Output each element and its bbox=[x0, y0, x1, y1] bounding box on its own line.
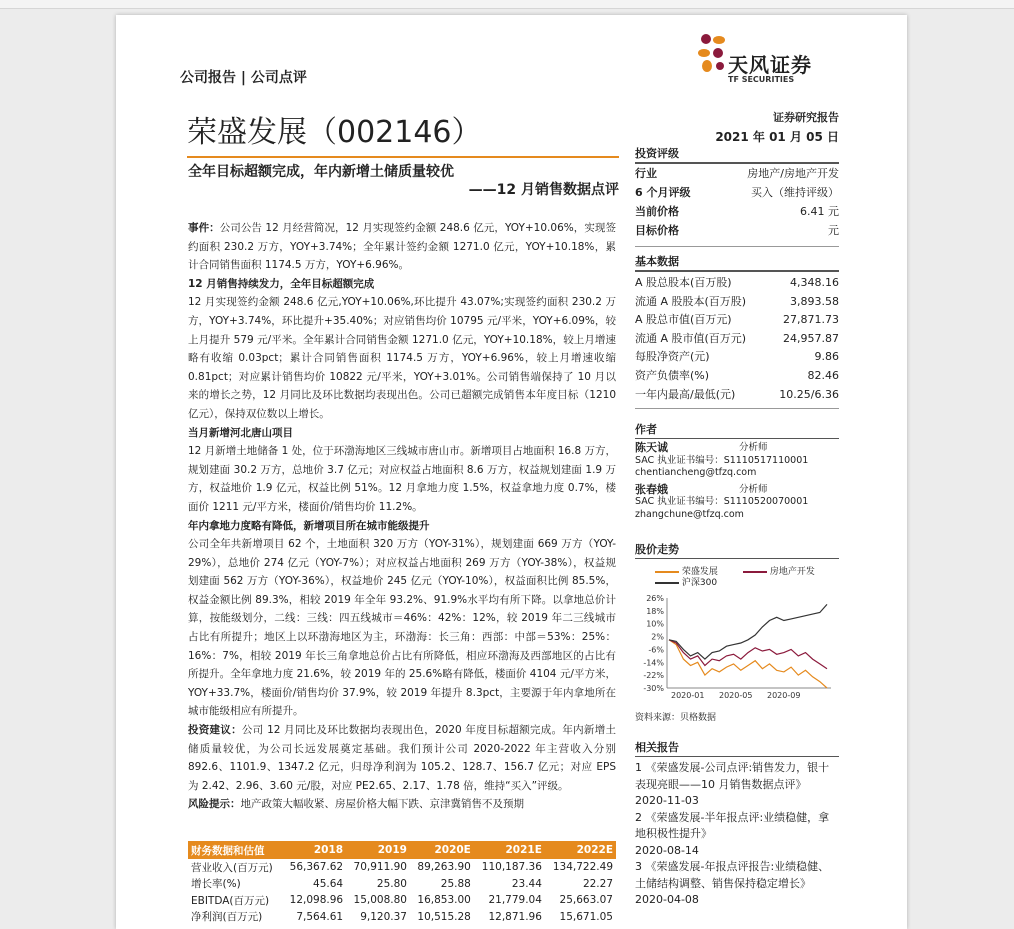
event-paragraph: 事件：公司公告 12 月经营简况，12 月实现签约金额 248.6 亿元，YOY+10.06%，实现签约面积 230.2 万方，YOY+3.74%；全年累计签约金额 1271.0 亿元，YOY+10.18%，累计合同销售面积 1174.5 万方，YOY+6.96%。 bbox=[188, 222, 617, 272]
research-label: 证券研究报告 bbox=[773, 111, 839, 124]
basic-key: A 股总股本(百万股) bbox=[635, 276, 732, 289]
basic-value: 27,871.73 bbox=[783, 313, 839, 327]
table-cell: 15,008.80 bbox=[353, 894, 407, 907]
y-tick-label: -30% bbox=[643, 684, 664, 694]
basic-title: 基本数据 bbox=[635, 253, 839, 272]
table-header-cell: 2021E bbox=[474, 841, 545, 859]
table-header-cell: 2020E bbox=[410, 841, 474, 859]
table-cell: 净利润(百万元) bbox=[191, 911, 263, 924]
series-line-2 bbox=[669, 605, 827, 660]
analyst-block bbox=[635, 442, 839, 480]
analyst-block bbox=[635, 484, 839, 522]
table-cell: 9,120.37 bbox=[360, 910, 407, 923]
table-cell: 25,663.07 bbox=[559, 894, 613, 907]
y-tick-label: 2% bbox=[651, 632, 664, 642]
paragraph-2: 12 月新增土地储备 1 处，位于环渤海地区三线城市唐山市。新增项目占地面积 16.8 万方，规划建面 30.2 万方，总地价 3.7 亿元；对应权益占地面积 8.6 万方，权益规划建面 1.9 万方，权益地价 1.9 亿元，权益比例 51%。12 月拿地力度 1.5%，权益拿地力度 0.7%，楼面价 1211 元/平方米，楼面价/销售均价 11.2%。 bbox=[188, 445, 616, 513]
basic-key: A 股总市值(百万元) bbox=[635, 313, 732, 327]
table-cell: EBITDA(百万元) bbox=[191, 894, 270, 907]
analyst-header bbox=[635, 442, 839, 455]
rating-key: 行业 bbox=[635, 167, 657, 180]
related-report-date: 2020-04-08 bbox=[635, 893, 699, 907]
basic-value: 4,348.16 bbox=[790, 276, 839, 289]
related-report-date: 2020-11-03 bbox=[635, 794, 699, 808]
basic-value: 24,957.87 bbox=[783, 331, 839, 345]
finance-table bbox=[188, 841, 616, 925]
table-row bbox=[188, 876, 616, 893]
table-cell: 23.44 bbox=[511, 877, 542, 890]
table-cell: 12,871.96 bbox=[488, 910, 542, 923]
author-title: 作者 bbox=[635, 421, 839, 439]
table-row bbox=[188, 909, 616, 926]
rating-row bbox=[635, 183, 839, 202]
analyst-email: chentiancheng@tfzq.com bbox=[635, 467, 757, 479]
rating-value: 买入（维持评级） bbox=[751, 186, 839, 199]
y-tick-label: 26% bbox=[646, 594, 664, 604]
table-row bbox=[188, 892, 616, 909]
basic-key: 流通 A 股市值(百万元) bbox=[635, 331, 747, 345]
rating-title: 投资评级 bbox=[635, 145, 839, 164]
table-header-cell: 财务数据和估值 bbox=[188, 841, 282, 859]
basic-key: 流通 A 股股本(百万股) bbox=[635, 294, 747, 308]
table-cell: 15,671.05 bbox=[559, 910, 613, 923]
related-report-title: 3 《荣盛发展-年报点评报告:业绩稳健、土储结构调整、销售保持稳定增长》 bbox=[635, 860, 830, 890]
table-cell: 增长率(%) bbox=[191, 878, 241, 891]
rating-row bbox=[635, 221, 839, 240]
table-cell: 22.27 bbox=[582, 877, 613, 890]
rating-key: 当前价格 bbox=[635, 205, 679, 218]
analyst-email: zhangchune@tfzq.com bbox=[635, 508, 744, 520]
section-heading-2: 当月新增河北唐山项目 bbox=[188, 426, 293, 439]
basic-key: 一年内最高/最低(元) bbox=[635, 387, 736, 401]
related-title: 相关报告 bbox=[635, 739, 839, 757]
rating-key: 6 个月评级 bbox=[635, 186, 691, 199]
author-list bbox=[635, 439, 839, 521]
rating-value: 6.41 元 bbox=[800, 205, 839, 218]
analyst-role: 分析师 bbox=[739, 442, 768, 454]
section-heading-3: 年内拿地力度略有降低，新增项目所在城市能级提升 bbox=[188, 519, 430, 532]
table-cell: 134,722.49 bbox=[552, 861, 613, 874]
paragraph-1: 12 月实现签约金额 248.6 亿元,YOY+10.06%,环比提升 43.07%;实现签约面积 230.2 万方，YOY+3.74%，环比提升+35.40%；对应销售均价 10795 元/平米，YOY+6.09%，较上月提升 579 元/平米。全年累计合同销售金额 1271.0 亿元，YOY+10.18%，较上月增速略有收缩 0.03pct；累计合同销售面积 1174.5 万方，YOY+6.96%，较上月增速收缩 0.81pct；对应累计销售均价 10822 元/平米，YOY+3.01%。公司销售端保持了 10 月以来的增长之势，12 月同比及环比数据均表现出色。公司已超额完成销售本年度目标（1210 亿元），保持双位数以上增长。 bbox=[188, 296, 616, 420]
basic-value: 10.25/6.36 bbox=[779, 387, 839, 401]
legend-item: 沪深300 bbox=[655, 575, 717, 588]
table-cell: 10,515.28 bbox=[417, 910, 471, 923]
x-tick-label: 2020-05 bbox=[719, 691, 753, 701]
analyst-role: 分析师 bbox=[739, 483, 768, 495]
legend-item: 房地产开发 bbox=[743, 564, 815, 577]
analyst-header bbox=[635, 484, 839, 497]
series-line-0 bbox=[669, 640, 827, 688]
table-cell: 110,187.36 bbox=[481, 861, 542, 874]
subtitle-2: ——12 月销售数据点评 bbox=[468, 182, 619, 198]
basic-row bbox=[635, 274, 839, 293]
related-report-title: 1 《荣盛发展-公司点评:销售发力，银十表现亮眼——10 月销售数据点评》 bbox=[635, 761, 830, 791]
table-cell: 45.64 bbox=[313, 877, 344, 890]
analyst-name: 陈天诚 bbox=[635, 441, 668, 455]
rating-list bbox=[635, 164, 839, 247]
chart-title: 股价走势 bbox=[635, 541, 839, 559]
y-tick-label: -22% bbox=[643, 671, 664, 681]
page-title: 荣盛发展（002146） bbox=[187, 115, 482, 150]
table-cell: 25.88 bbox=[440, 877, 471, 890]
y-tick-label: 10% bbox=[646, 619, 664, 629]
table-cell: 21,779.04 bbox=[488, 894, 542, 907]
tf-securities-logo-icon bbox=[696, 33, 728, 81]
subtitle: 全年目标超额完成，年内新增土储质量较优 bbox=[188, 164, 454, 180]
table-cell: 25.80 bbox=[376, 877, 407, 890]
table-cell: 12,098.96 bbox=[289, 894, 344, 907]
related-report-title: 2 《荣盛发展-半年报点评:业绩稳健，拿地积极性提升》 bbox=[635, 810, 830, 841]
logo-cn: 天风证券 bbox=[728, 53, 812, 77]
basic-value: 3,893.58 bbox=[790, 294, 839, 308]
basic-row bbox=[635, 293, 839, 312]
chart-source: 资料来源：贝格数据 bbox=[635, 713, 717, 724]
legend-item: 荣盛发展 bbox=[655, 564, 718, 577]
report-date: 2021 年 01 月 05 日 bbox=[715, 130, 839, 144]
table-cell: 营业收入(百万元) bbox=[191, 861, 273, 874]
basic-list bbox=[635, 272, 839, 409]
paragraph-3: 公司全年共新增项目 62 个，土地面积 320 万方（YOY-31%），规划建面 669 万方（YOY-29%），总地价 274 亿元（YOY-7%）；对应权益占地面积 269 万方（YOY-38%），权益规划建面 562 万方（YOY-36%），权益地价 245 亿元（YOY-10%），权益面积比例 85.5%，权益金额比例 89.3%，相较 2019 年全年 93.2%、91.9%水平均有所下降。以拿地总价计算，按能级划分，二线：三线：四五线城市＝46%：42%：12%，较 2019 年二三线城市占比有所提升；地区上以环渤海地区为主，环渤海：长三角：西部：中部＝53%：25%：16%：7%，相较 2019 年长三角拿地总价占比有所降低，相应环渤海及西部地区的占比有所提升。全年拿地力度 21.6%，较 2019 年的 25.6%略有降低，楼面价 4104 元/平方米，YOY+33.7%，楼面价/销售均价 37.9%，较 2019 年提升 8.3pct，主要源于年内拿地所在城市能级相应有所提升。 bbox=[188, 538, 616, 718]
stock-price-chart bbox=[635, 594, 835, 704]
title-divider bbox=[187, 156, 619, 158]
y-tick-label: -14% bbox=[643, 658, 664, 668]
basic-row bbox=[635, 330, 839, 349]
y-tick-label: 18% bbox=[646, 607, 664, 617]
table-header-cell: 2022E bbox=[545, 841, 616, 859]
chart-legend bbox=[635, 564, 839, 594]
basic-row bbox=[635, 386, 839, 405]
section-heading-1: 12 月销售持续发力，全年目标超额完成 bbox=[188, 277, 375, 290]
report-body bbox=[188, 219, 616, 814]
related-list bbox=[635, 757, 839, 909]
basic-value: 82.46 bbox=[807, 368, 839, 382]
basic-row bbox=[635, 311, 839, 330]
x-tick-label: 2020-09 bbox=[767, 691, 801, 701]
sidebar bbox=[635, 145, 839, 909]
table-cell: 7,564.61 bbox=[296, 910, 344, 923]
basic-value: 9.86 bbox=[814, 350, 839, 364]
basic-key: 资产负债率(%) bbox=[635, 368, 710, 382]
basic-key: 每股净资产(元) bbox=[635, 350, 710, 364]
basic-row bbox=[635, 348, 839, 367]
related-report-date: 2020-08-14 bbox=[635, 843, 699, 857]
table-cell: 16,853.00 bbox=[417, 894, 471, 907]
document-page bbox=[116, 15, 907, 929]
analyst-sac: SAC 执业证书编号：S1110517110001 bbox=[635, 454, 809, 466]
investment-paragraph: 投资建议：公司 12 月同比及环比数据均表现出色，2020 年度目标超额完成。年内新增土储质量较优，为公司长远发展奠定基础。我们预计公司 2020-2022 年主营收入分别 892.6、1101.9、1347.2 亿元，归母净利润为 105.2、128.7、156.7 亿元；对应 EPS 为 2.42、2.96、3.60 元/股，对应 PE2.65、2.17、1.78 倍，维持“买入”评级。 bbox=[188, 724, 616, 792]
logo-en: TF SECURITIES bbox=[728, 75, 795, 84]
basic-row bbox=[635, 367, 839, 386]
table-row bbox=[188, 859, 616, 876]
report-type: 公司报告 | 公司点评 bbox=[180, 70, 307, 86]
analyst-name: 张春娥 bbox=[635, 482, 668, 496]
rating-row bbox=[635, 164, 839, 183]
y-tick-label: -6% bbox=[648, 645, 664, 655]
table-cell: 70,911.90 bbox=[353, 861, 407, 874]
analyst-sac: SAC 执业证书编号：S1110520070001 bbox=[635, 496, 809, 508]
x-tick-label: 2020-01 bbox=[671, 691, 705, 701]
rating-row bbox=[635, 202, 839, 221]
table-header-cell: 2018 bbox=[282, 841, 346, 859]
top-bar bbox=[0, 0, 1014, 9]
rating-value: 元 bbox=[828, 224, 839, 237]
table-header-cell: 2019 bbox=[346, 841, 410, 859]
rating-key: 目标价格 bbox=[635, 224, 679, 237]
risk-paragraph: 风险提示：地产政策大幅收紧、房屋价格大幅下跌、京津冀销售不及预期 bbox=[188, 798, 524, 811]
table-cell: 56,367.62 bbox=[289, 861, 344, 874]
rating-value: 房地产/房地产开发 bbox=[747, 167, 839, 180]
table-cell: 89,263.90 bbox=[417, 861, 471, 874]
